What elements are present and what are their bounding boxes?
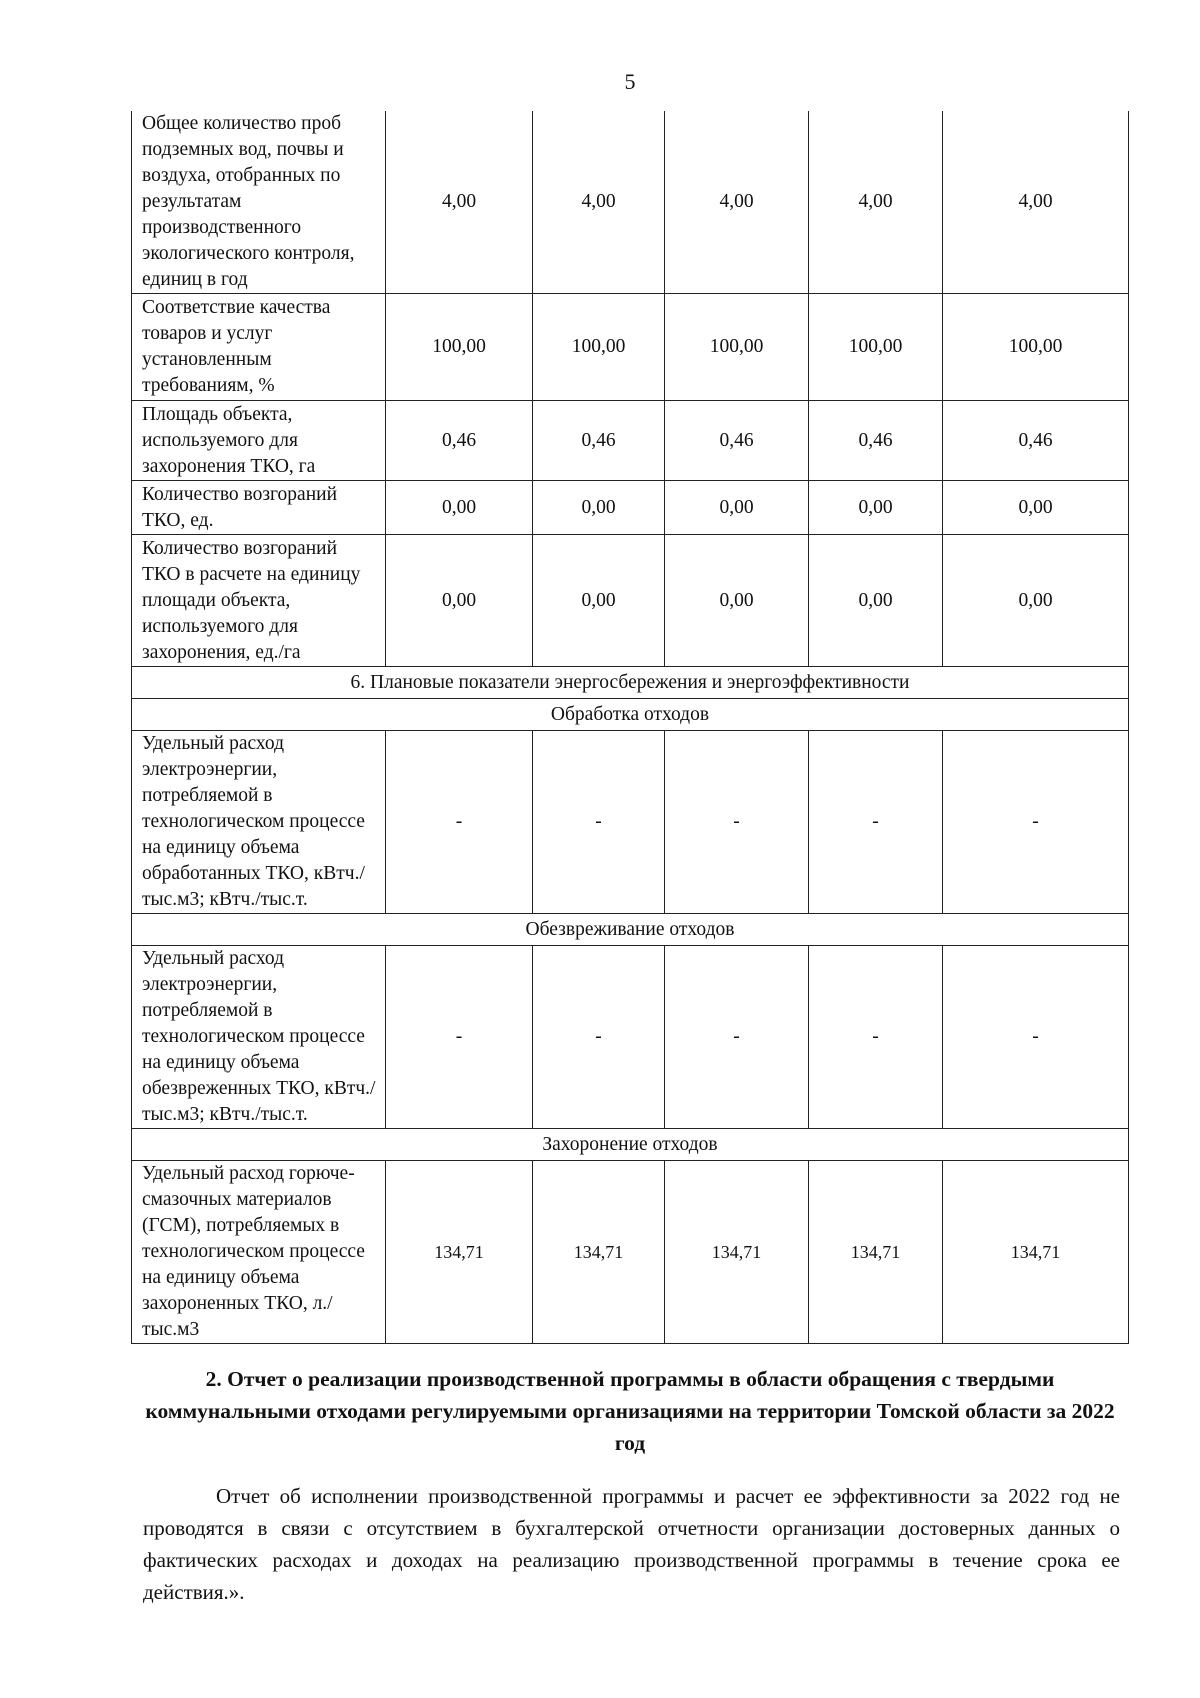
row-label: Удельный расход горюче-смазочных материалов (ГСМ), потребляемых в технологическом процессе на единицу объема захороненных ТКО, л./тыс.м3: [132, 1161, 386, 1344]
table-row: [132, 1161, 1129, 1344]
row-label: Площадь объекта, используемого для захоронения ТКО, га: [132, 401, 386, 481]
table-cell: 4,00: [533, 111, 665, 294]
section-row: [132, 914, 1129, 946]
table-cell: 4,00: [665, 111, 809, 294]
table-cell: 0,00: [943, 481, 1129, 535]
table-cell: -: [809, 731, 943, 914]
table-row: [132, 731, 1129, 914]
table-row: [132, 946, 1129, 1129]
row-label: Соответствие качества товаров и услуг установленным требованиям, %: [132, 294, 386, 401]
subsection-processing: Обработка отходов: [132, 699, 1129, 731]
table-cell: 0,46: [809, 401, 943, 481]
row-label: Общее количество проб подземных вод, почвы и воздуха, отобранных по результатам производственного экологического контроля, единиц в год: [132, 111, 386, 294]
table-cell: 134,71: [943, 1161, 1129, 1344]
table-cell: 0,46: [386, 401, 533, 481]
table-cell: 100,00: [943, 294, 1129, 401]
table-cell: 0,00: [386, 481, 533, 535]
table-cell: 0,46: [533, 401, 665, 481]
table-cell: 0,00: [533, 481, 665, 535]
table-cell: 4,00: [809, 111, 943, 294]
table-cell: 0,00: [533, 535, 665, 667]
table-cell: 0,00: [386, 535, 533, 667]
row-label: Удельный расход электроэнергии, потребляемой в технологическом процессе на единицу объема обработанных ТКО, кВтч./тыс.м3; кВтч./тыс.т.: [132, 731, 386, 914]
table-cell: -: [533, 946, 665, 1129]
table-row: [132, 294, 1129, 401]
table-cell: 0,46: [943, 401, 1129, 481]
table-cell: -: [809, 946, 943, 1129]
table-row: [132, 481, 1129, 535]
subsection-neutralization: Обезвреживание отходов: [132, 914, 1129, 946]
section-row: [132, 667, 1129, 699]
page-number: 5: [624, 69, 636, 94]
section-6-title: 6. Плановые показатели энергосбережения и энергоэффективности: [132, 667, 1129, 699]
section-row: [132, 699, 1129, 731]
table-cell: -: [943, 731, 1129, 914]
table-cell: -: [386, 946, 533, 1129]
table-cell: 100,00: [386, 294, 533, 401]
section-2-paragraph: Отчет об исполнении производственной программы и расчет ее эффективности за 2022 год не проводятся в связи с отсутствием в бухгалтерской отчетности организации достоверных данных о фактических расходах и доходах на реализацию производственной программы в течение срока ее действия.».: [143, 1484, 1120, 1604]
table-cell: 4,00: [943, 111, 1129, 294]
table-cell: -: [386, 731, 533, 914]
subsection-burial: Захоронение отходов: [132, 1129, 1129, 1161]
table-row: [132, 401, 1129, 481]
table-cell: -: [943, 946, 1129, 1129]
row-label: Количество возгораний ТКО в расчете на единицу площади объекта, используемого для захоронения, ед./га: [132, 535, 386, 667]
row-label: Удельный расход электроэнергии, потребляемой в технологическом процессе на единицу объема обезвреженных ТКО, кВтч./тыс.м3; кВтч./тыс.т.: [132, 946, 386, 1129]
indicators-table: [131, 111, 1129, 1344]
table-cell: 0,00: [809, 535, 943, 667]
table-row: [132, 111, 1129, 294]
table-cell: 4,00: [386, 111, 533, 294]
table-cell: 0,00: [665, 481, 809, 535]
table-cell: 134,71: [665, 1161, 809, 1344]
table-cell: 134,71: [386, 1161, 533, 1344]
table-cell: 0,00: [809, 481, 943, 535]
table-row: [132, 535, 1129, 667]
table-cell: 134,71: [533, 1161, 665, 1344]
table-cell: 0,00: [665, 535, 809, 667]
row-label: Количество возгораний ТКО, ед.: [132, 481, 386, 535]
table-cell: -: [665, 731, 809, 914]
table-cell: 100,00: [665, 294, 809, 401]
section-2-heading: 2. Отчет о реализации производственной программы в области обращения с твердыми коммунальными отходами регулируемыми организациями на территории Томской области за 2022 год: [145, 1367, 1115, 1455]
table-cell: 100,00: [809, 294, 943, 401]
table-cell: 134,71: [809, 1161, 943, 1344]
table-cell: -: [665, 946, 809, 1129]
section-row: [132, 1129, 1129, 1161]
table-cell: -: [533, 731, 665, 914]
table-cell: 0,46: [665, 401, 809, 481]
table-cell: 0,00: [943, 535, 1129, 667]
table-cell: 100,00: [533, 294, 665, 401]
